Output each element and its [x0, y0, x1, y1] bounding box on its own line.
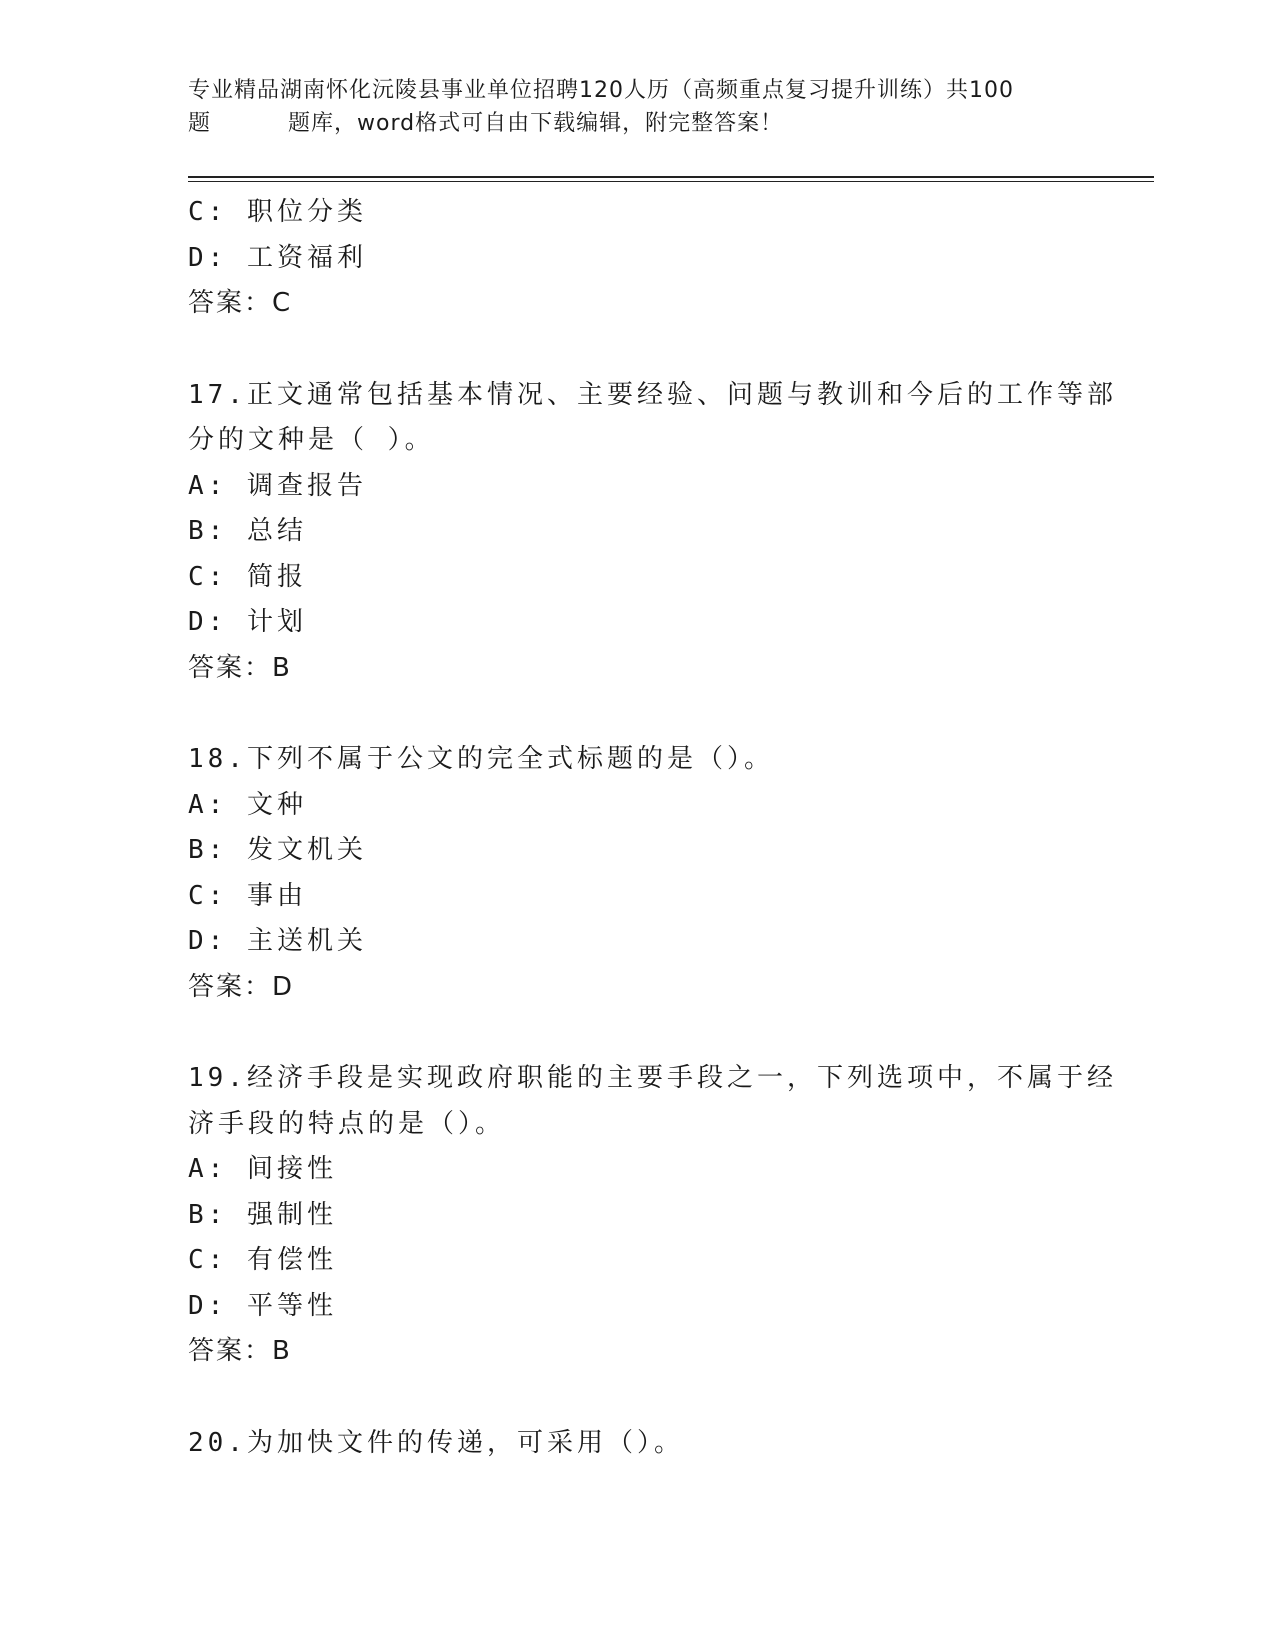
option-c: C: 有偿性 — [188, 1245, 337, 1275]
answer: 答案：D — [188, 971, 295, 1002]
question-list — [188, 190, 1117, 1466]
document-header — [188, 74, 1088, 140]
question-16-tail — [188, 190, 1088, 327]
option-c: C: 职位分类 — [188, 197, 367, 227]
question-text: 19.经济手段是实现政府职能的主要手段之一，下列选项中，不属于经 — [188, 1063, 1117, 1093]
answer: 答案：B — [188, 652, 292, 683]
option-b: B: 总结 — [188, 516, 307, 546]
header-line-2-text: 题库，word格式可自由下载编辑，附完整答案！ — [288, 111, 784, 136]
question-17 — [188, 373, 1117, 692]
header-line-2 — [188, 107, 1088, 140]
option-a: A: 调查报告 — [188, 470, 367, 501]
answer: 答案：B — [188, 1336, 292, 1366]
header-divider-thick — [188, 176, 1154, 178]
question-text: 18.下列不属于公文的完全式标题的是（）。 — [188, 744, 774, 774]
header-line-1: 专业精品湖南怀化沅陵县事业单位招聘120人历（高频重点复习提升训练）共100 — [188, 78, 1014, 103]
question-text: 17.正文通常包括基本情况、主要经验、问题与教训和今后的工作等部 — [188, 379, 1117, 410]
question-text: 20.为加快文件的传递，可采用（）。 — [188, 1427, 684, 1458]
question-19 — [188, 1056, 1117, 1375]
header-divider-thin — [188, 181, 1154, 182]
answer: 答案：C — [188, 288, 293, 318]
option-d: D: 平等性 — [188, 1290, 337, 1321]
question-18 — [188, 737, 1088, 1010]
option-c: C: 事由 — [188, 880, 307, 911]
option-d: D: 计划 — [188, 607, 307, 637]
question-20 — [188, 1421, 1088, 1467]
option-d: D: 主送机关 — [188, 926, 367, 956]
question-text-cont: 分的文种是（ ）。 — [188, 425, 435, 455]
option-b: B: 发文机关 — [188, 835, 367, 865]
option-b: B: 强制性 — [188, 1199, 337, 1230]
option-a: A: 文种 — [188, 789, 307, 820]
option-c: C: 简报 — [188, 561, 307, 592]
option-a: A: 间接性 — [188, 1154, 337, 1184]
option-d: D: 工资福利 — [188, 242, 367, 273]
header-line-2-prefix: 题 — [188, 111, 212, 136]
question-text-cont: 济手段的特点的是（）。 — [188, 1108, 506, 1139]
